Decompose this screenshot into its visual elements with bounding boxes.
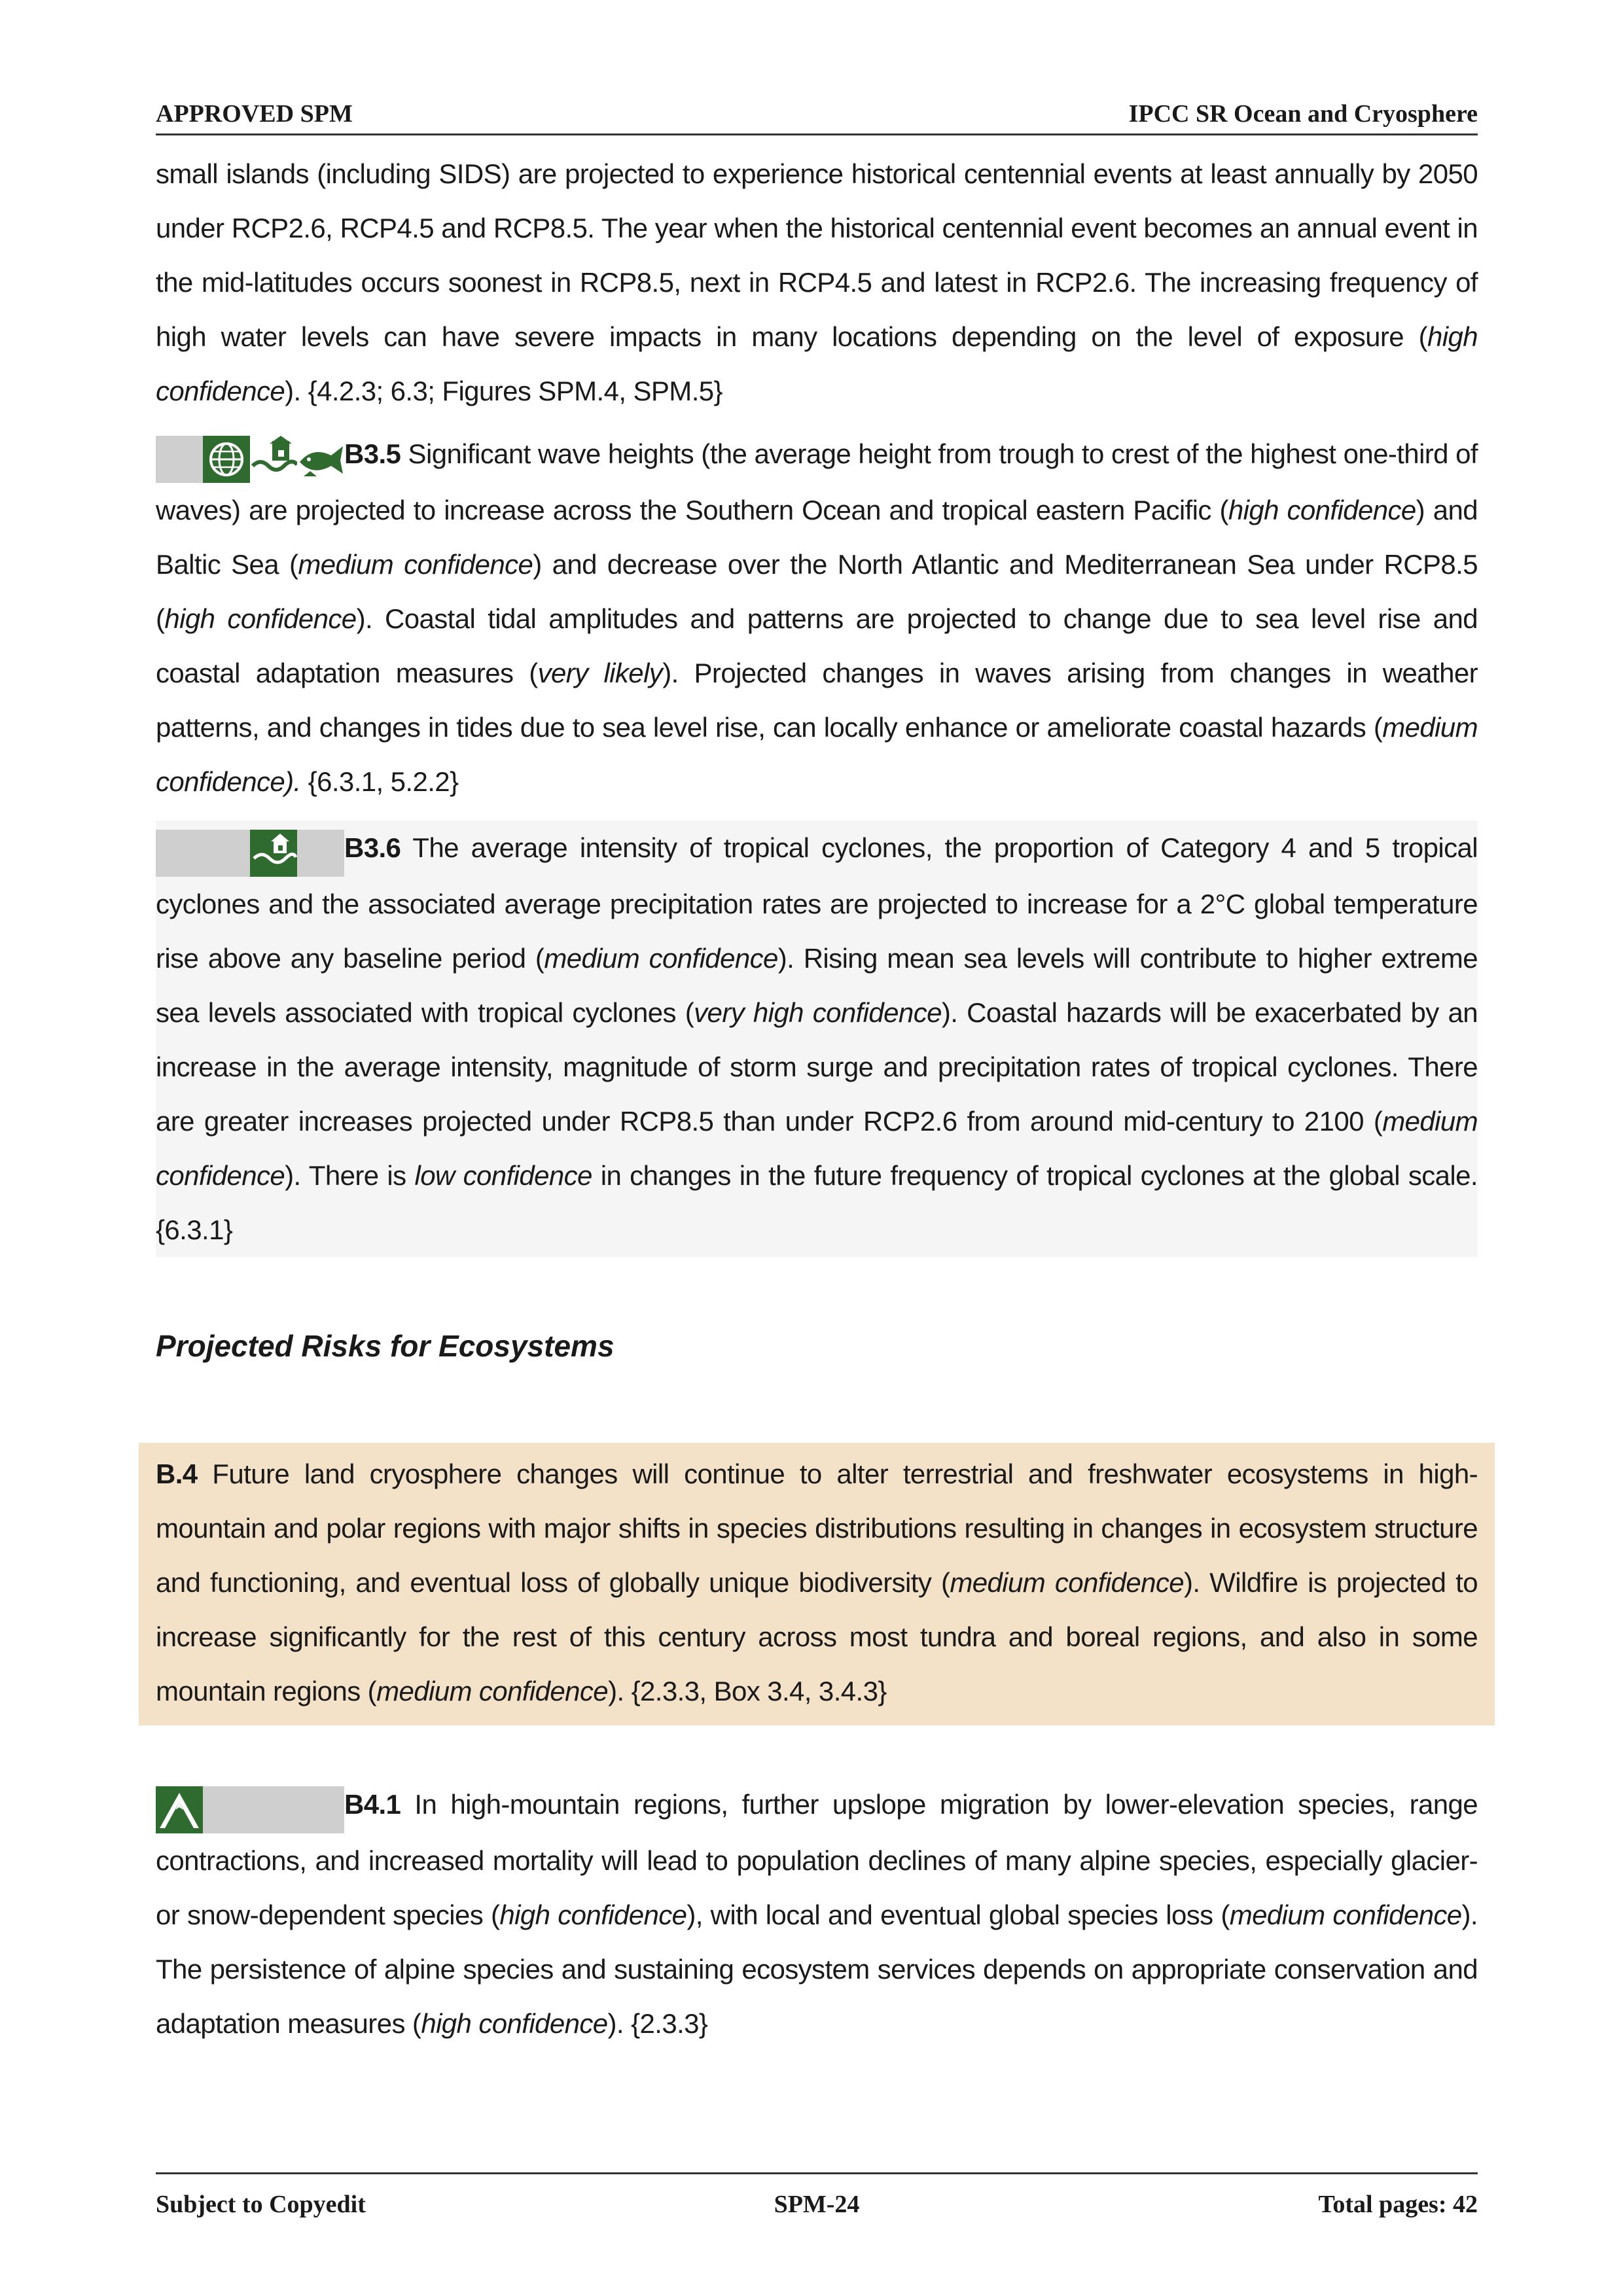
label-b4-1: B4.1 — [344, 1789, 401, 1820]
section-heading: Projected Risks for Ecosystems — [156, 1329, 615, 1363]
mountain-icon — [156, 1786, 203, 1833]
page-footer — [156, 2172, 1478, 2220]
paragraph-b3-6: B3.6 The average intensity of tropical cyclones, the proportion of Category 4 and 5 tropical cyclones and the associated average precipitation rates are projected to increase for a 2°C global temperature rise above any baseline period (medium confidence). Rising mean sea levels will contribute to higher extreme sea levels associated with tropical cyclones (very high confidence). Coastal hazards will be exacerbated by an increase in the average intensity, magnitude of storm surge and precipitation rates of tropical cyclones. There are greater increases projected under RCP8.5 than under RCP2.6 from around mid-century to 2100 (medium confidence). There is low confidence in changes in the future frequency of tropical cyclones at the global scale. {6.3.1} — [156, 821, 1478, 1257]
blank-tile — [203, 1786, 250, 1833]
page-header — [156, 96, 1478, 135]
coast-house-icon — [250, 830, 297, 877]
category-icons — [156, 1786, 344, 1833]
globe-icon — [203, 436, 250, 483]
label-b3-5: B3.5 — [344, 438, 401, 469]
header-right: IPCC SR Ocean and Cryosphere — [1128, 100, 1478, 128]
paragraph-b4: B.4 Future land cryosphere changes will continue to alter terrestrial and freshwater ecosystems in high-mountain and polar regions with major shifts in species distributions resulting in changes in ecosystem structure and functioning, and eventual loss of globally unique biodiversity (medium confidence). Wildfire is projected to increase significantly for the rest of this century across most tundra and boreal regions, and also in some mountain regions (medium confidence). {2.3.3, Box 3.4, 3.4.3} — [156, 1458, 1478, 1706]
label-b4: B.4 — [156, 1458, 198, 1489]
footer-left: Subject to Copyedit — [156, 2191, 366, 2218]
page-number: SPM-24 — [774, 2191, 860, 2218]
blank-tile — [250, 1786, 297, 1833]
header-left: APPROVED SPM — [156, 100, 353, 128]
paragraph-b4-1: B4.1 In high-mountain regions, further upslope migration by lower-elevation species, range contractions, and increased mortality will lead to population declines of many alpine species, especially glacier- or snow-dependent species (high confidence), with local and eventual global species loss (medium confidence). The persistence of alpine species and sustaining ecosystem services depends on appropriate conservation and adaptation measures (high confidence). {2.3.3} — [156, 1777, 1478, 2051]
fish-icon — [297, 436, 344, 483]
footer-right: Total pages: 42 — [1318, 2191, 1478, 2218]
paragraph-b3-5: B3.5 Significant wave heights (the average height from trough to crest of the highest one-third of waves) are projected to increase across the Southern Ocean and tropical eastern Pacific (high confidence) and Baltic Sea (medium confidence) and decrease over the North Atlantic and Mediterranean Sea under RCP8.5 (high confidence). Coastal tidal amplitudes and patterns are projected to change due to sea level rise and coastal adaptation measures (very likely). Projected changes in waves arising from changes in weather patterns, and changes in tides due to sea level rise, can locally enhance or ameliorate coastal hazards (medium confidence). {6.3.1, 5.2.2} — [156, 427, 1478, 809]
blank-tile — [297, 830, 344, 877]
category-icons — [156, 830, 344, 877]
blank-tile — [297, 1786, 344, 1833]
blank-tile — [156, 830, 203, 877]
coast-house-icon — [250, 436, 297, 483]
blank-tile — [203, 830, 250, 877]
category-icons — [156, 436, 344, 483]
blank-tile — [156, 436, 203, 483]
key-finding-box-b4 — [139, 1443, 1495, 1725]
label-b3-6: B3.6 — [344, 832, 401, 863]
paragraph-continued: small islands (including SIDS) are projected to experience historical centennial events at least annually by 2050 under RCP2.6, RCP4.5 and RCP8.5. The year when the historical centennial event becomes an annual event in the mid-latitudes occurs soonest in RCP8.5, next in RCP4.5 and latest in RCP2.6. The increasing frequency of high water levels can have severe impacts in many locations depending on the level of exposure (high confidence). {4.2.3; 6.3; Figures SPM.4, SPM.5} — [156, 158, 1478, 406]
